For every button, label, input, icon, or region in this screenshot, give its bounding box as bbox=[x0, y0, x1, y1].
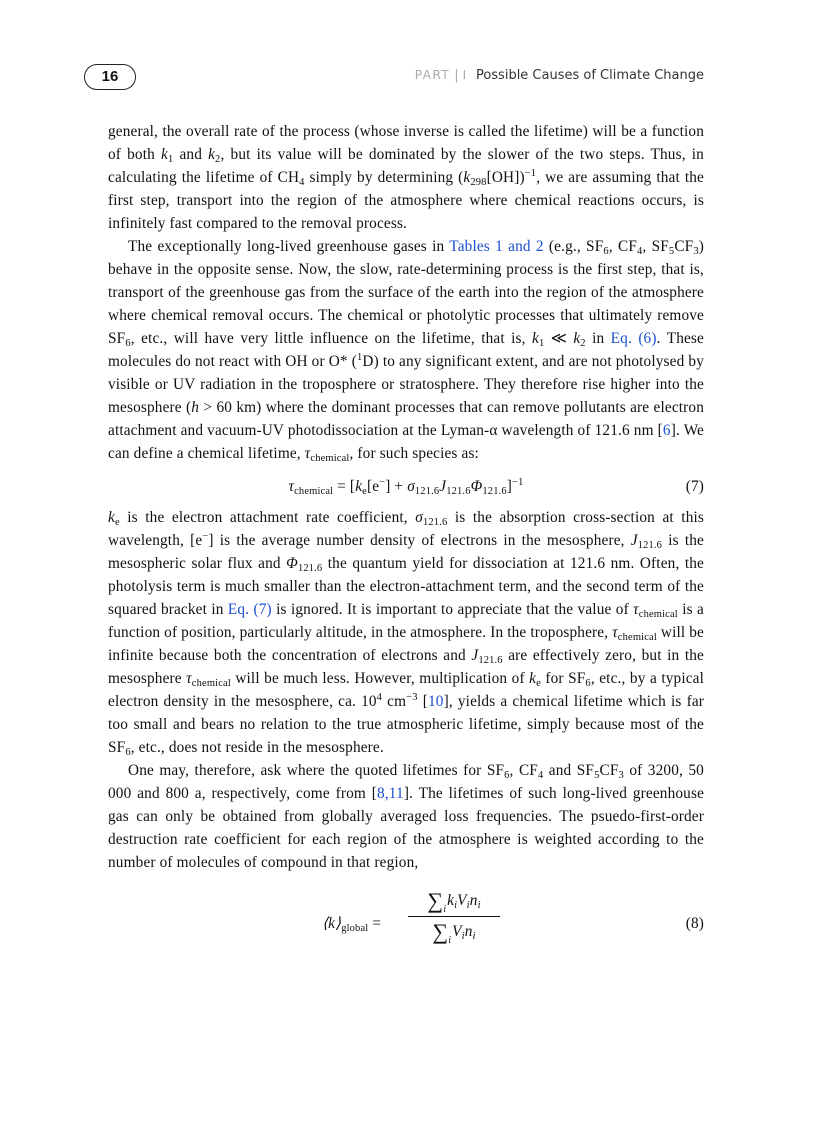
math-k-average: ⟨k⟩ bbox=[322, 915, 342, 932]
math-phi: Φ bbox=[470, 478, 483, 495]
text-run: (e.g., SF bbox=[543, 238, 604, 255]
subscript: 4 bbox=[637, 246, 643, 257]
ref-6-link[interactable]: 6 bbox=[662, 422, 671, 439]
text-run: simply by determining ( bbox=[304, 169, 464, 186]
math-k: k bbox=[447, 892, 455, 909]
text-run: One may, therefore, ask where the quoted lifetimes for SF bbox=[128, 762, 505, 779]
math-text: = bbox=[368, 915, 382, 932]
chapter-title: Possible Causes of Climate Change bbox=[475, 68, 704, 83]
text-run: , etc., will have very little influence on the lifetime, that is, bbox=[130, 330, 532, 347]
math-text: ] + bbox=[385, 478, 408, 495]
math-k: k bbox=[529, 670, 537, 687]
subscript: 6 bbox=[125, 338, 131, 349]
text-run: ) behave in the opposite sense. Now, the slow, rate-determining process is the first step, that is, transport of the greenhouse gas from the surface of the earth into the region of the atmosphere where chemical removal occurs. The chemical or photolytic processes that ultimately remove SF bbox=[108, 238, 704, 347]
subscript: 6 bbox=[603, 246, 609, 257]
text-run: D) to any significant extent, and are not photolysed by visible or UV radiation in the troposphere or stratosphere. They therefore rise higher into the mesosphere ( bbox=[108, 353, 704, 416]
paragraph-1 bbox=[108, 120, 704, 235]
text-run: . These molecules do not react with OH or O* ( bbox=[108, 330, 704, 370]
running-head bbox=[415, 68, 704, 83]
math-sigma: σ bbox=[407, 478, 415, 495]
paragraph-3 bbox=[108, 506, 704, 759]
subscript-i: i bbox=[454, 900, 458, 911]
math-V: V bbox=[452, 923, 462, 940]
math-tau: τ bbox=[612, 624, 618, 641]
text-run: the quantum yield for dissociation at 121.6 nm. Often, the photolysis term is much smaller than the electron-attachment term, and the second term of the squared bracket in bbox=[108, 555, 704, 618]
subscript: e bbox=[114, 517, 120, 528]
sum-symbol: ∑ bbox=[427, 888, 444, 913]
subscript: 6 bbox=[585, 678, 591, 689]
subscript: 2 bbox=[580, 338, 586, 349]
text-run: CF bbox=[599, 762, 619, 779]
denominator bbox=[408, 919, 500, 945]
subscript: chemical bbox=[617, 632, 657, 643]
superscript: −3 bbox=[406, 692, 418, 703]
text-run: [OH]) bbox=[486, 169, 525, 186]
superscript: − bbox=[202, 531, 209, 542]
equation-8 bbox=[108, 888, 704, 966]
subscript-i: i bbox=[477, 900, 481, 911]
superscript: − bbox=[379, 477, 386, 488]
subscript: 2 bbox=[215, 154, 221, 165]
text-run: general, the overall rate of the process (whose inverse is called the lifetime) will be a function of both bbox=[108, 123, 704, 163]
subscript: e bbox=[536, 678, 541, 689]
text-run: is the mesospheric solar flux and bbox=[108, 532, 704, 572]
subscript: 4 bbox=[537, 770, 544, 781]
text-run: and bbox=[173, 146, 209, 163]
text-run: cm bbox=[382, 693, 407, 710]
math-n: n bbox=[469, 892, 478, 909]
text-run: will be infinite because both the concentration of electrons and bbox=[108, 624, 704, 664]
text-run: are effectively zero, but in the mesosphere bbox=[108, 647, 704, 687]
math-tau: τ bbox=[304, 445, 311, 462]
math-tau: τ bbox=[288, 478, 295, 495]
math-k: k bbox=[161, 146, 168, 163]
subscript: 6 bbox=[125, 747, 131, 758]
text-run: > 60 km) where the dominant processes that can remove pollutants are electron attachment and vacuum-UV photodissociation at the Lyman-α wavelength of 121.6 nm [ bbox=[108, 399, 704, 439]
subscript: chemical bbox=[294, 486, 334, 497]
equation-7 bbox=[108, 475, 704, 498]
subscript-i: i bbox=[466, 900, 470, 911]
ref-8-11-link[interactable]: 8,11 bbox=[377, 785, 404, 802]
text-run: ] is the average number density of electrons in the mesosphere, bbox=[208, 532, 631, 549]
math-k: k bbox=[532, 330, 539, 347]
subscript: 121.6 bbox=[414, 486, 440, 497]
subscript: 121.6 bbox=[482, 486, 507, 497]
text-run: [ bbox=[417, 693, 428, 710]
subscript: chemical bbox=[638, 609, 678, 620]
subscript: 121.6 bbox=[637, 540, 663, 551]
subscript-i: i bbox=[472, 931, 476, 942]
text-run: , but its value will be dominated by the slower of the two steps. Thus, in calculating the lifetime of CH bbox=[108, 146, 704, 186]
text-run: of 3200, 50 000 and 800 a, respectively, come from [ bbox=[108, 762, 704, 802]
part-separator: | bbox=[454, 68, 459, 83]
math-k: k bbox=[463, 169, 471, 186]
text-run: is the electron attachment rate coefficient, bbox=[119, 509, 416, 526]
subscript: 1 bbox=[538, 338, 545, 349]
math-k: k bbox=[108, 509, 115, 526]
part-label: PART bbox=[414, 68, 451, 82]
tables-1-2-link[interactable]: Tables 1 and 2 bbox=[449, 238, 544, 255]
text-run: , SF bbox=[642, 238, 669, 255]
sum-index: i bbox=[448, 935, 452, 946]
math-text: [e bbox=[366, 478, 380, 495]
text-run: , CF bbox=[608, 238, 637, 255]
math-k: k bbox=[208, 146, 216, 163]
part-number: I bbox=[462, 68, 468, 82]
math-n: n bbox=[464, 923, 473, 940]
text-run: , CF bbox=[509, 762, 538, 779]
subscript: 298 bbox=[470, 177, 487, 188]
math-J: J bbox=[471, 647, 479, 664]
math-phi: Φ bbox=[286, 555, 298, 572]
math-k: k bbox=[355, 478, 363, 495]
subscript-i: i bbox=[461, 931, 465, 942]
paragraph-2 bbox=[108, 235, 704, 465]
text-run: ≪ bbox=[544, 330, 574, 347]
text-run: , etc., does not reside in the mesosphere. bbox=[130, 739, 384, 756]
fraction-bar bbox=[408, 916, 500, 917]
subscript: 1 bbox=[167, 154, 174, 165]
paragraph-4 bbox=[108, 759, 704, 874]
fraction bbox=[408, 888, 500, 945]
subscript: 121.6 bbox=[297, 563, 323, 574]
text-run: will be much less. However, multiplication of bbox=[230, 670, 530, 687]
body-text bbox=[108, 120, 704, 966]
text-run: The exceptionally long-lived greenhouse gases in bbox=[128, 238, 450, 255]
superscript: −1 bbox=[524, 168, 537, 179]
text-run: for SF bbox=[540, 670, 586, 687]
subscript: 121.6 bbox=[423, 517, 448, 528]
math-J: J bbox=[630, 532, 638, 549]
sum-symbol: ∑ bbox=[432, 919, 449, 944]
subscript: 6 bbox=[504, 770, 510, 781]
subscript: 5 bbox=[594, 770, 600, 781]
superscript: 4 bbox=[376, 692, 383, 703]
math-h: h bbox=[191, 399, 200, 416]
math-text: ] bbox=[506, 478, 513, 495]
page-number-badge: 16 bbox=[84, 64, 136, 90]
eq7-link[interactable]: Eq. (7) bbox=[227, 601, 272, 618]
subscript: global bbox=[341, 923, 369, 934]
text-run: is ignored. It is important to appreciate that the value of bbox=[271, 601, 634, 618]
numerator bbox=[408, 888, 500, 914]
equation-8-lhs bbox=[322, 912, 381, 935]
subscript: e bbox=[362, 486, 367, 497]
superscript: −1 bbox=[512, 477, 524, 488]
math-sigma: σ bbox=[415, 509, 423, 526]
subscript: chemical bbox=[191, 678, 231, 689]
equation-7-number: (7) bbox=[685, 478, 704, 495]
text-run: , for such species as: bbox=[349, 445, 479, 462]
subscript: 121.6 bbox=[446, 486, 471, 497]
text-run: , etc., by a typical electron density in the mesosphere, ca. 10 bbox=[108, 670, 705, 710]
text-run: in bbox=[585, 330, 611, 347]
subscript: chemical bbox=[310, 453, 350, 464]
text-run: CF bbox=[674, 238, 694, 255]
superscript: 1 bbox=[356, 352, 363, 363]
text-run: is the absorption cross-section at this wavelength, [e bbox=[108, 509, 704, 549]
text-run: ]. The lifetimes of such long-lived greenhouse gas can only be obtained from globally averaged loss frequencies. The psuedo-first-order destruction rate coefficient for each region of the atmosphere is weighted according to the number of molecules of compound in that region, bbox=[108, 785, 705, 871]
subscript: 5 bbox=[668, 246, 675, 257]
eq6-link[interactable]: Eq. (6) bbox=[610, 330, 657, 347]
text-run: and SF bbox=[543, 762, 595, 779]
equation-8-number: (8) bbox=[685, 915, 704, 932]
text-run: ]. We can define a chemical lifetime, bbox=[108, 422, 704, 462]
text-run: ], yields a chemical lifetime which is far too small and bears no relation to the true atmospheric lifetime, simply because most of the SF bbox=[108, 693, 704, 756]
sum-index: i bbox=[443, 904, 447, 915]
math-tau: τ bbox=[186, 670, 192, 687]
math-text: = [ bbox=[333, 478, 356, 495]
subscript: 3 bbox=[618, 770, 624, 781]
ref-10-link[interactable]: 10 bbox=[427, 693, 444, 710]
math-V: V bbox=[457, 892, 467, 909]
text-run: , we are assuming that the first step, transport into the region of the atmosphere where chemical reactions occurs, is infinitely fast compared to the removal process. bbox=[108, 169, 704, 232]
text-run: is a function of position, particularly altitude, in the atmosphere. In the troposphere, bbox=[108, 601, 704, 641]
subscript: 3 bbox=[693, 246, 699, 257]
math-k: k bbox=[573, 330, 581, 347]
subscript: 4 bbox=[299, 177, 305, 188]
subscript: 121.6 bbox=[478, 655, 503, 666]
math-tau: τ bbox=[633, 601, 639, 618]
math-J: J bbox=[439, 478, 447, 495]
